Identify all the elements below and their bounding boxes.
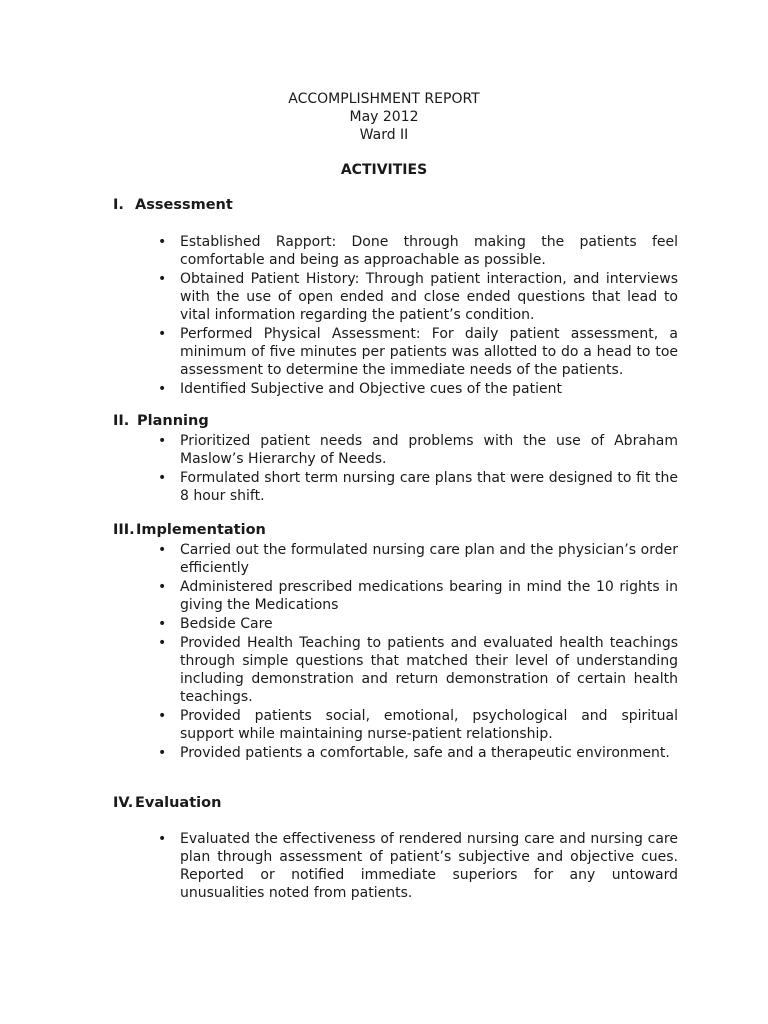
activities-title: ACTIVITIES [340,162,428,178]
section-title: Planning [137,413,209,429]
list-item: • Carried out the formulated nursing care plan and the physician’s order efficiently [158,542,678,576]
section-heading-assessment [113,196,233,214]
list-item: • Obtained Patient History: Through patient interaction, and interviews with the use of open ended and close ended questions that lead to vital information regarding the patient’s condition. [158,271,678,323]
section-number: III. [113,522,135,538]
bullet-icon: • [158,271,167,287]
report-header [0,90,768,144]
bullet-icon: • [158,542,167,558]
section-title: Implementation [136,522,266,538]
report-title: ACCOMPLISHMENT REPORT [288,91,480,107]
list-item: • Established Rapport: Done through making the patients feel comfortable and being as approachable as possible. [158,234,678,268]
list-item: • Provided Health Teaching to patients and evaluated health teachings through simple questions that matched their level of understanding including demonstration and return demonstration of certain health teachings. [158,635,678,705]
list-item: • Administered prescribed medications bearing in mind the 10 rights in giving the Medications [158,579,678,613]
bullet-icon: • [158,326,167,342]
report-date: May 2012 [349,109,419,125]
bullet-icon: • [158,635,167,651]
list-item: • Formulated short term nursing care plans that were designed to fit the 8 hour shift. [158,470,678,504]
section-number: IV. [113,795,134,811]
list-item: • Evaluated the effectiveness of rendered nursing care and nursing care plan through assessment of patient’s subjective and objective cues. Reported or notified immediate superiors for any untoward unusualities noted from patients. [158,831,678,901]
list-item: • Bedside Care [158,616,273,632]
section-heading-implementation [113,521,266,539]
bullet-icon: • [158,708,167,724]
bullet-icon: • [158,234,167,250]
section-number: I. [113,197,124,213]
section-heading-planning [113,412,209,430]
assessment-list [158,233,678,399]
bullet-icon: • [158,745,167,761]
bullet-icon: • [158,616,167,632]
bullet-icon: • [158,381,167,397]
list-item: • Provided patients social, emotional, psychological and spiritual support while maintaining nurse-patient relationship. [158,708,678,742]
list-item: • Identified Subjective and Objective cues of the patient [158,381,562,397]
section-title: Evaluation [135,795,222,811]
planning-list [158,432,678,506]
section-number: II. [113,413,130,429]
list-item: • Performed Physical Assessment: For daily patient assessment, a minimum of five minutes per patients was allotted to do a head to toe assessment to determine the immediate needs of the patients. [158,326,678,378]
evaluation-list [158,830,678,903]
bullet-icon: • [158,433,167,449]
section-heading-evaluation [113,794,221,812]
bullet-icon: • [158,470,167,486]
bullet-icon: • [158,579,167,595]
bullet-icon: • [158,831,167,847]
list-item: • Prioritized patient needs and problems with the use of Abraham Maslow’s Hierarchy of Needs. [158,433,678,467]
list-item: • Provided patients a comfortable, safe and a therapeutic environment. [158,745,670,761]
section-title: Assessment [135,197,233,213]
report-ward: Ward II [359,127,409,143]
implementation-list [158,541,678,763]
